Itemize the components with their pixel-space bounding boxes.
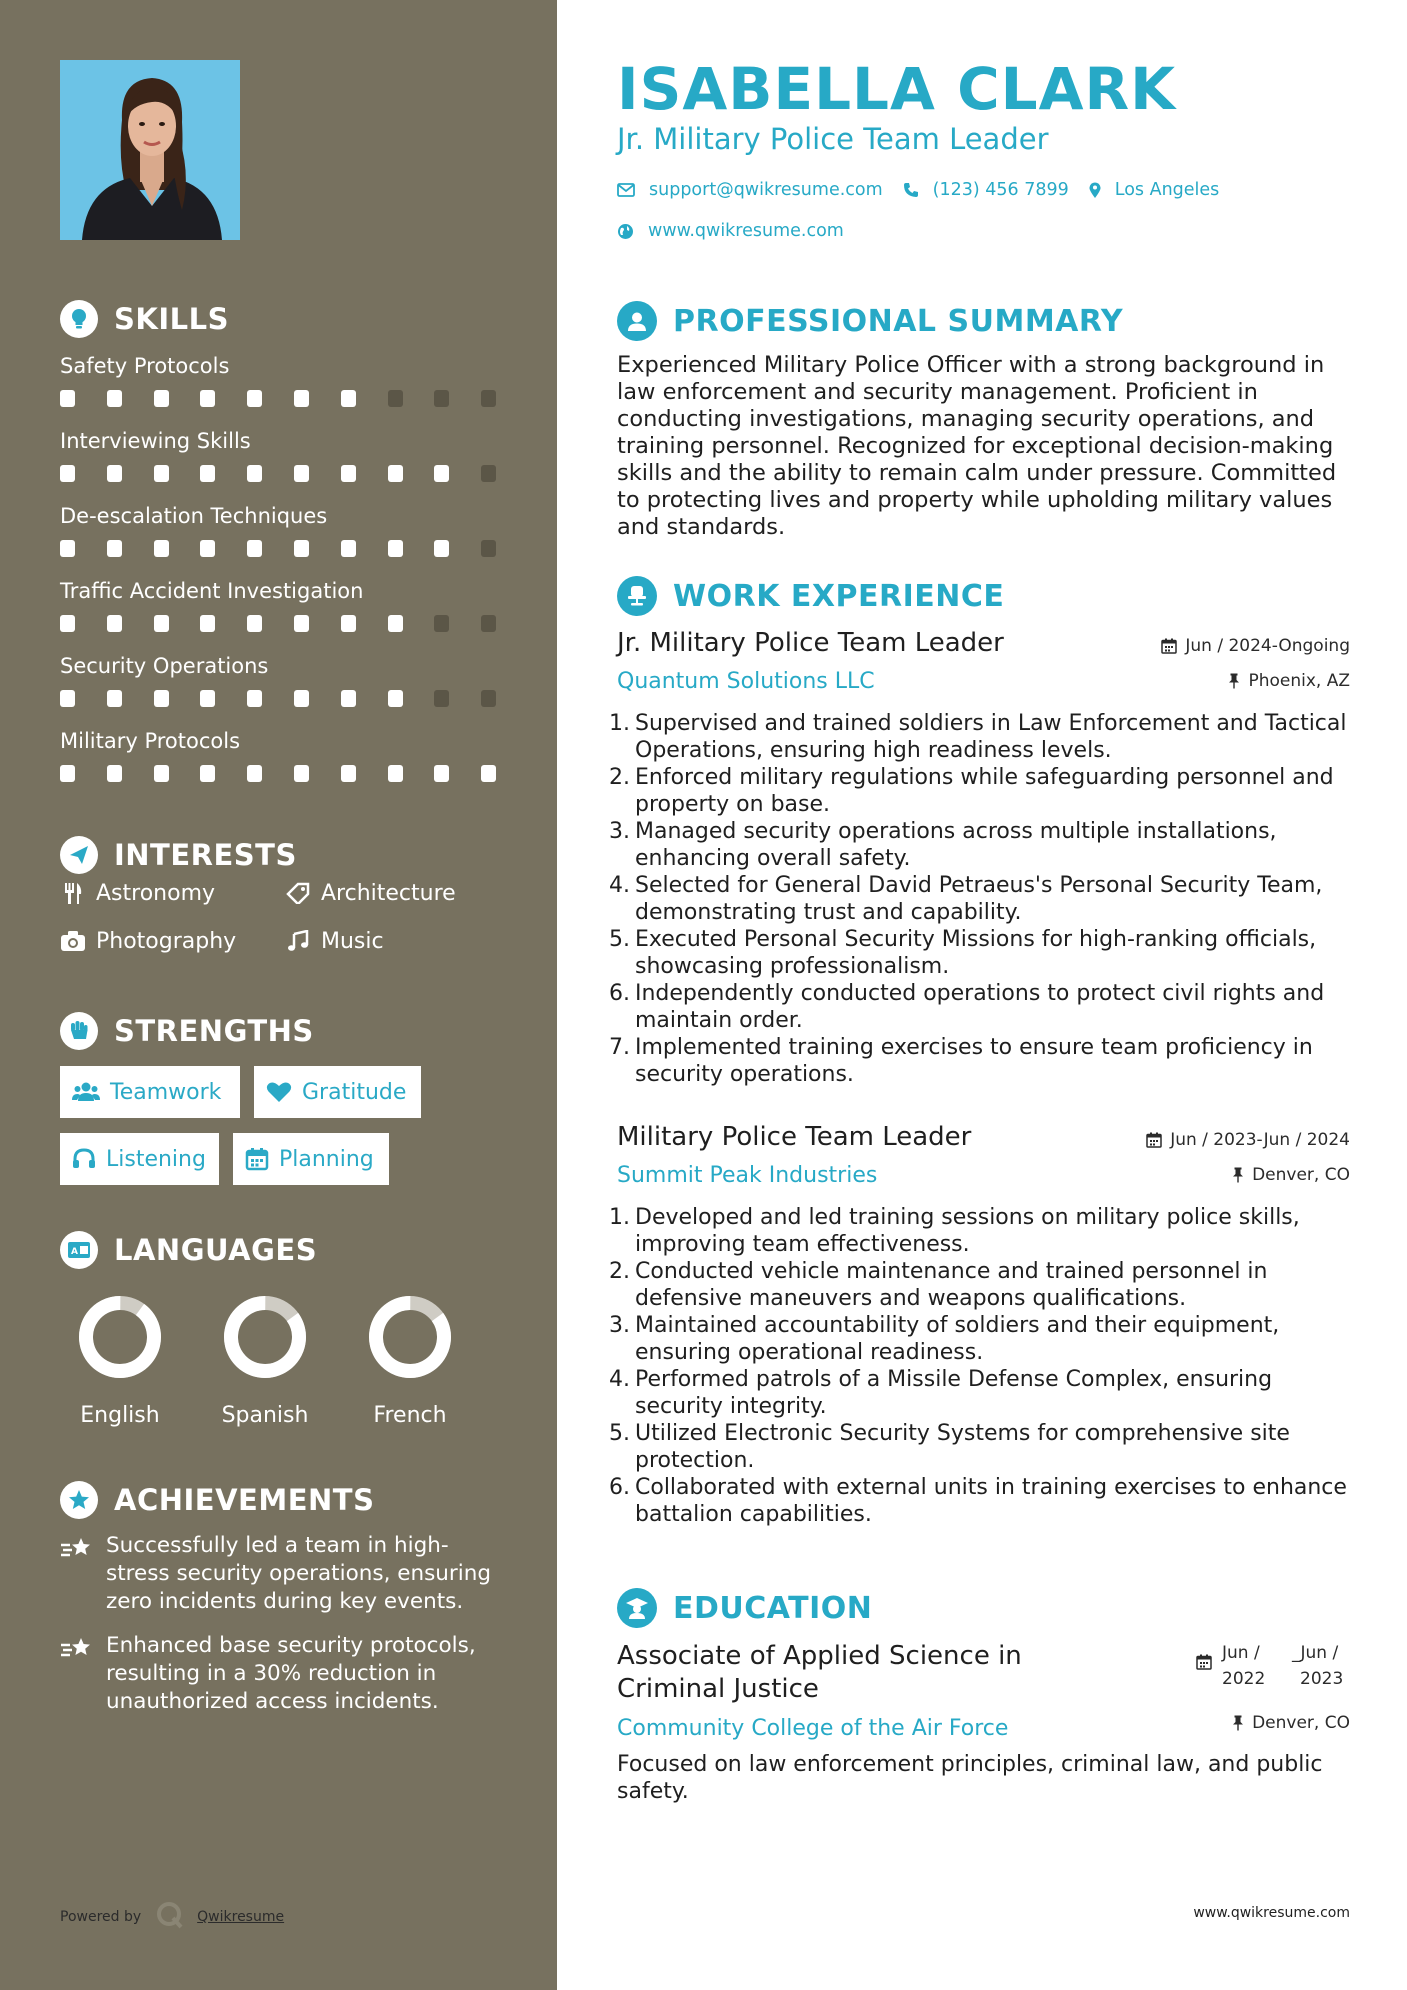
skill-dot-filled (60, 690, 75, 707)
phone-text: (123) 456 7899 (932, 180, 1069, 200)
interest-label: Astronomy (96, 880, 216, 906)
job-bullet: 6. Collaborated with external units in training exercises to enhance battalion capabilities. (609, 1475, 1347, 1527)
contact-row (617, 180, 1239, 200)
skill-name: Traffic Accident Investigation (60, 579, 364, 603)
job-bullet: 7. Implemented training exercises to ensure team proficiency in security operations. (609, 1035, 1313, 1087)
powered-by-label: Powered by (60, 1909, 142, 1925)
profile-photo (60, 60, 240, 240)
skill-dot-filled (341, 390, 356, 407)
skill-dot-filled (434, 465, 449, 482)
skill-dot-filled (481, 765, 496, 782)
contact-phone[interactable] (903, 180, 1069, 200)
skill-dot-filled (154, 465, 169, 482)
star-badge-icon (60, 1481, 98, 1519)
strength-label: Teamwork (110, 1079, 222, 1105)
job-bullets (609, 1204, 1350, 1528)
sidebar (0, 0, 557, 1990)
strengths-list (60, 1066, 520, 1200)
skill-item (60, 352, 500, 427)
skill-dot-filled (154, 765, 169, 782)
skill-item (60, 652, 500, 727)
skill-dot-filled (107, 465, 122, 482)
pushpin-icon (1228, 673, 1240, 689)
skill-dot-filled (200, 465, 215, 482)
job-dates (1146, 1130, 1350, 1150)
paper-plane-icon (60, 836, 98, 874)
skill-rating (60, 690, 500, 712)
interests-list (60, 880, 520, 954)
skill-dot-filled (107, 690, 122, 707)
candidate-name: ISABELLA CLARK (617, 55, 1177, 123)
skill-dot-empty (481, 615, 496, 632)
job-location-text: Denver, CO (1252, 1165, 1350, 1185)
job-bullet: 4. Performed patrols of a Missile Defense Complex, ensuring security integrity. (609, 1367, 1273, 1419)
languages-title: LANGUAGES (114, 1233, 318, 1267)
interest-item (285, 880, 510, 906)
strengths-heading (60, 1012, 314, 1050)
interest-label: Music (321, 928, 384, 954)
education-location (1232, 1713, 1350, 1733)
education-location-text: Denver, CO (1252, 1713, 1350, 1733)
strengths-title: STRENGTHS (114, 1014, 314, 1048)
job-bullet: 5. Utilized Electronic Security Systems for comprehensive site protection. (609, 1421, 1290, 1473)
skill-dot-filled (341, 690, 356, 707)
calendar-icon (1196, 1640, 1212, 1692)
skill-dot-filled (60, 465, 75, 482)
contact-location (1089, 180, 1220, 200)
achievements-list (60, 1532, 500, 1732)
skill-dot-filled (294, 390, 309, 407)
language-ring (78, 1295, 162, 1379)
job-bullets (609, 710, 1350, 1088)
interest-item (285, 928, 510, 954)
education-school: Community College of the Air Force (617, 1716, 1009, 1741)
achievement-text: Enhanced base security protocols, resulting in a 30% reduction in unauthorized access incidents. (106, 1633, 476, 1714)
users-icon (72, 1081, 100, 1103)
contact-website[interactable] (617, 221, 864, 241)
skill-rating (60, 465, 500, 487)
job-dates-text: Jun / 2023-Jun / 2024 (1170, 1130, 1350, 1150)
skill-dot-filled (154, 690, 169, 707)
education-heading (617, 1588, 872, 1628)
interest-item (60, 928, 285, 954)
skill-dot-filled (247, 465, 262, 482)
qwikresume-link[interactable]: Qwikresume (197, 1909, 285, 1925)
pushpin-icon (1232, 1715, 1244, 1731)
languages-heading (60, 1231, 317, 1269)
footer-url[interactable]: www.qwikresume.com (1193, 1905, 1350, 1921)
envelope-icon (617, 183, 635, 197)
skill-dot-filled (388, 615, 403, 632)
email-text: support@qwikresume.com (649, 180, 883, 200)
skill-dot-filled (60, 765, 75, 782)
skill-dot-filled (388, 540, 403, 557)
skill-item (60, 502, 500, 577)
skill-rating (60, 765, 500, 787)
skill-rating (60, 390, 500, 412)
globe-icon (617, 223, 634, 240)
lightbulb-icon (60, 300, 98, 338)
skill-dot-filled (294, 465, 309, 482)
language-ring-fill (368, 1295, 452, 1379)
job-bullet: 4. Selected for General David Petraeus's Personal Security Team, demonstrating trust and capability. (609, 873, 1323, 925)
shooting-star-icon (60, 1632, 94, 1716)
skill-dot-filled (60, 615, 75, 632)
user-circle-icon (617, 301, 657, 341)
skill-dot-filled (341, 765, 356, 782)
language-card-icon (60, 1231, 98, 1269)
skill-dot-empty (434, 690, 449, 707)
skill-dot-empty (481, 390, 496, 407)
job-bullet: 3. Managed security operations across multiple installations, enhancing overall safety. (609, 819, 1277, 871)
tag-icon (285, 881, 311, 905)
graduate-icon (617, 1588, 657, 1628)
achievement-text: Successfully led a team in high-stress security operations, ensuring zero incidents during key events. (106, 1533, 492, 1614)
education-start: Jun / 2022 (1222, 1643, 1266, 1689)
skill-dot-filled (434, 765, 449, 782)
skill-dot-filled (294, 690, 309, 707)
skill-dot-filled (154, 390, 169, 407)
language-ring (368, 1295, 452, 1379)
skill-dot-filled (107, 540, 122, 557)
achievement-item (60, 1532, 500, 1616)
skill-name: Interviewing Skills (60, 429, 251, 453)
utensils-icon (60, 881, 86, 905)
calendar-icon (1161, 638, 1177, 654)
achievement-item (60, 1632, 500, 1716)
job-location-text: Phoenix, AZ (1248, 671, 1350, 691)
language-item (350, 1295, 470, 1428)
skill-dot-filled (294, 540, 309, 557)
skill-dot-filled (247, 690, 262, 707)
skill-name: Security Operations (60, 654, 269, 678)
strength-chip (60, 1133, 219, 1185)
job-title: Military Police Team Leader (617, 1122, 972, 1152)
skill-dot-empty (388, 390, 403, 407)
job-dates-text: Jun / 2024-Ongoing (1185, 636, 1350, 656)
contact-email[interactable] (617, 180, 883, 200)
language-name: Spanish (221, 1403, 309, 1428)
strength-label: Listening (106, 1146, 206, 1172)
job-bullet: 3. Maintained accountability of soldiers and their equipment, ensuring operational readiness. (609, 1313, 1280, 1365)
education-degree: Associate of Applied Science in Criminal Justice (617, 1641, 1022, 1704)
language-name: English (80, 1403, 160, 1428)
calendar-icon (245, 1147, 269, 1171)
skill-rating (60, 615, 500, 637)
fist-icon (60, 1012, 98, 1050)
skills-heading (60, 300, 229, 338)
job-company: Quantum Solutions LLC (617, 669, 875, 694)
job-dates (1161, 636, 1350, 656)
skill-dot-filled (154, 615, 169, 632)
candidate-role: Jr. Military Police Team Leader (617, 122, 1049, 156)
skill-name: Safety Protocols (60, 354, 230, 378)
strength-label: Gratitude (302, 1079, 407, 1105)
job-bullet: 2. Enforced military regulations while safeguarding personnel and property on base. (609, 765, 1334, 817)
job-entry (609, 628, 1350, 1088)
qwikresume-logo-icon (155, 1900, 185, 1934)
interests-title: INTERESTS (114, 838, 297, 872)
skill-dot-filled (107, 765, 122, 782)
skill-dot-filled (341, 540, 356, 557)
skill-dot-empty (481, 540, 496, 557)
education-dates (1196, 1640, 1350, 1692)
skill-dot-empty (481, 465, 496, 482)
skill-dot-empty (481, 690, 496, 707)
job-bullet: 6. Independently conducted operations to protect civil rights and maintain order. (609, 981, 1325, 1033)
svg-text:A: A (71, 1247, 78, 1257)
skill-name: De-escalation Techniques (60, 504, 328, 528)
map-pin-icon (1089, 182, 1101, 199)
skill-item (60, 577, 500, 652)
interest-label: Photography (96, 928, 237, 954)
education-title: EDUCATION (673, 1590, 873, 1626)
job-title: Jr. Military Police Team Leader (617, 628, 1004, 658)
education-end: _Jun / 2023 (1292, 1643, 1344, 1689)
language-item (60, 1295, 180, 1428)
skill-dot-filled (247, 390, 262, 407)
skill-item (60, 727, 500, 802)
skill-dot-filled (200, 690, 215, 707)
job-location (1232, 1165, 1350, 1185)
strength-chip (60, 1066, 240, 1118)
location-text: Los Angeles (1114, 180, 1220, 200)
website-text: www.qwikresume.com (648, 221, 844, 241)
music-icon (285, 929, 311, 953)
skill-dot-filled (247, 540, 262, 557)
skill-dot-filled (388, 690, 403, 707)
skill-dot-filled (247, 615, 262, 632)
phone-icon (903, 182, 919, 198)
skill-dot-filled (107, 390, 122, 407)
interests-heading (60, 836, 297, 874)
skill-dot-filled (341, 465, 356, 482)
briefcase-chair-icon (617, 576, 657, 616)
job-location (1228, 671, 1350, 691)
skill-dot-filled (388, 465, 403, 482)
experience-title: WORK EXPERIENCE (673, 578, 1005, 614)
skill-rating (60, 540, 500, 562)
experience-heading (617, 576, 1004, 616)
skill-dot-filled (388, 765, 403, 782)
skill-dot-filled (247, 765, 262, 782)
language-name: French (373, 1403, 447, 1428)
language-item (205, 1295, 325, 1428)
skill-dot-filled (434, 540, 449, 557)
skill-dot-filled (294, 765, 309, 782)
skills-list (60, 352, 500, 802)
job-bullet: 5. Executed Personal Security Missions for high-ranking officials, showcasing professionalism. (609, 927, 1317, 979)
skill-dot-filled (60, 390, 75, 407)
skill-dot-empty (434, 615, 449, 632)
strength-chip (254, 1066, 421, 1118)
shooting-star-icon (60, 1532, 94, 1616)
strength-label: Planning (279, 1146, 374, 1172)
skill-dot-filled (60, 540, 75, 557)
calendar-icon (1146, 1132, 1162, 1148)
skill-name: Military Protocols (60, 729, 241, 753)
headphones-icon (72, 1148, 96, 1170)
interest-item (60, 880, 285, 906)
pushpin-icon (1232, 1167, 1244, 1183)
summary-text: Experienced Military Police Officer with a strong background in law enforcement and security management. Proficient in conducting investigations, managing security operations, and training personnel. Recognized for exceptional decision-making skills and the ability to remain calm under pressure. Committed to protecting lives and property while upholding military values and standards. (617, 352, 1337, 540)
skill-dot-filled (200, 540, 215, 557)
education-description: Focused on law enforcement principles, criminal law, and public safety. (617, 1752, 1323, 1804)
job-bullet: 2. Conducted vehicle maintenance and trained personnel in defensive maneuvers and weapons qualifications. (609, 1259, 1268, 1311)
job-company: Summit Peak Industries (617, 1163, 878, 1188)
skill-item (60, 427, 500, 502)
job-entry (609, 1122, 1350, 1528)
skill-dot-filled (341, 615, 356, 632)
skill-dot-filled (294, 615, 309, 632)
language-ring (223, 1295, 307, 1379)
achievements-heading (60, 1481, 374, 1519)
language-ring-fill (223, 1295, 307, 1379)
summary-title: PROFESSIONAL SUMMARY (673, 303, 1124, 339)
skill-dot-empty (434, 390, 449, 407)
skill-dot-filled (200, 390, 215, 407)
skill-dot-filled (200, 615, 215, 632)
camera-icon (60, 929, 86, 953)
interest-label: Architecture (321, 880, 456, 906)
heart-icon (266, 1081, 292, 1103)
achievements-title: ACHIEVEMENTS (114, 1483, 375, 1517)
powered-by (60, 1900, 284, 1934)
skill-dot-filled (200, 765, 215, 782)
language-ring-fill (78, 1295, 162, 1379)
skill-dot-filled (154, 540, 169, 557)
skill-dot-filled (107, 615, 122, 632)
strength-chip (233, 1133, 389, 1185)
summary-heading (617, 301, 1123, 341)
job-bullet: 1. Developed and led training sessions on military police skills, improving team effectiveness. (609, 1205, 1300, 1257)
job-bullet: 1. Supervised and trained soldiers in Law Enforcement and Tactical Operations, ensuring high readiness levels. (609, 711, 1347, 763)
skills-title: SKILLS (114, 302, 229, 336)
